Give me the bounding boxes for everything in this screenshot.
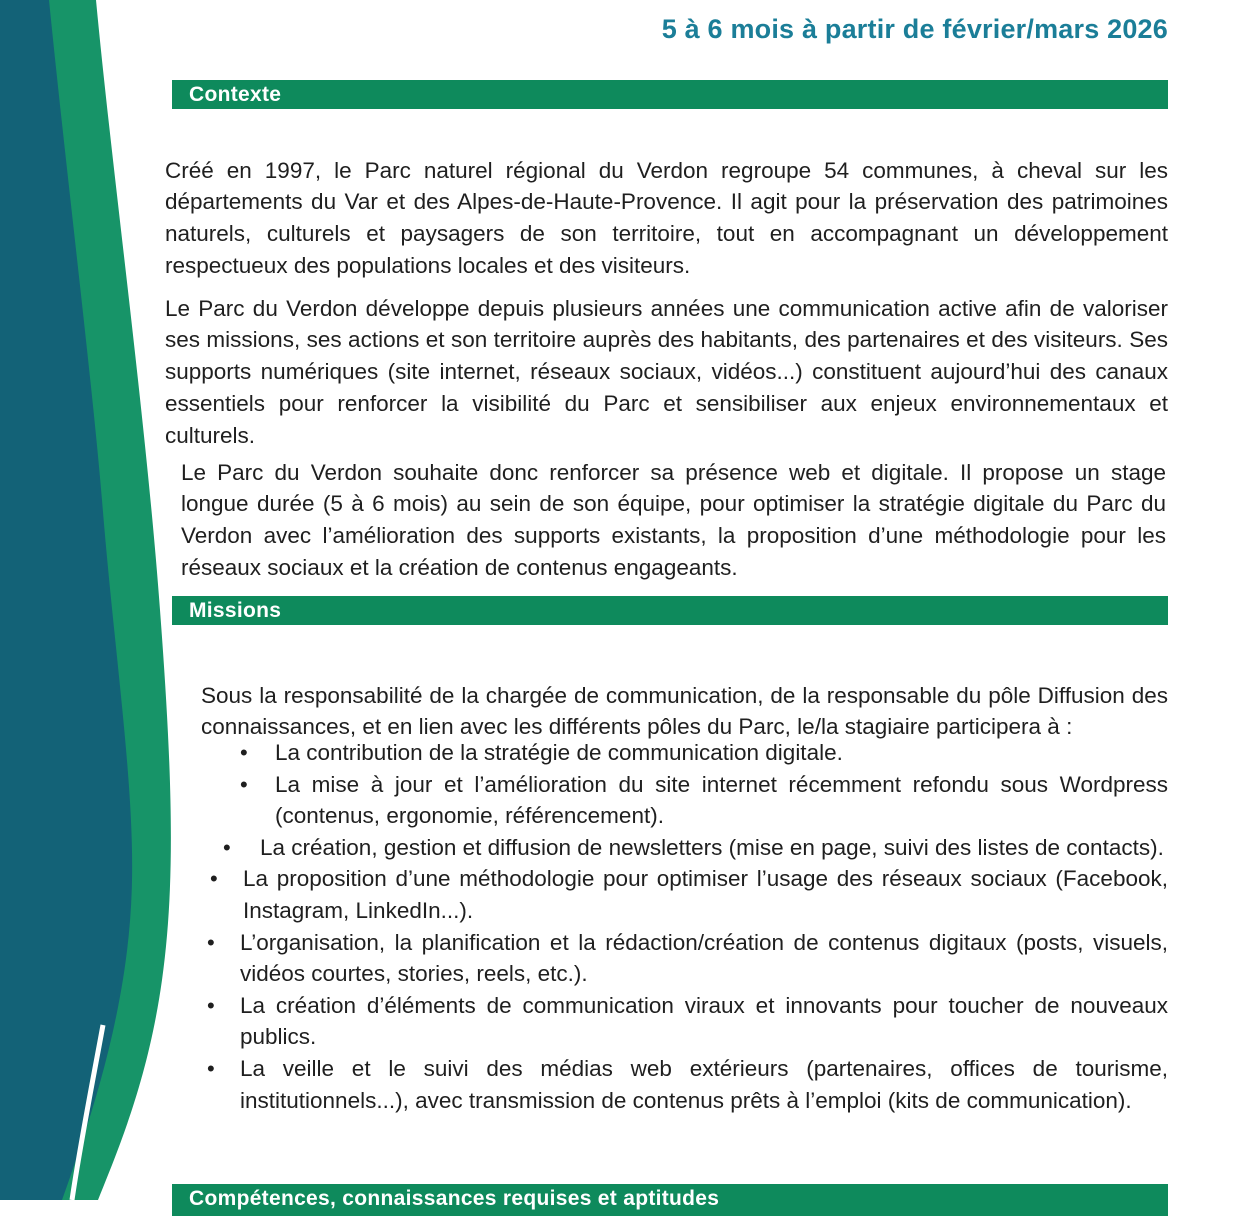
mission-item	[165, 737, 1168, 769]
mission-item-text: La contribution de la stratégie de communication digitale.	[275, 740, 843, 765]
mission-item-text: La création, gestion et diffusion de newsletters (mise en page, suivi des listes de contacts).	[260, 834, 1164, 860]
mission-item	[165, 769, 1168, 832]
mission-item-text: La création d’éléments de communication viraux et innovants pour toucher de nouveaux publics.	[240, 992, 1168, 1050]
missions-intro: Sous la responsabilité de la chargée de communication, de la responsable du pôle Diffusion des connaissances, et en lien avec les différents pôles du Parc, le/la stagiaire participera à :	[201, 682, 1168, 740]
mission-item-text: La veille et le suivi des médias web extérieurs (partenaires, offices de tourisme, institutionnels...), avec transmission de contenus prêts à l’emploi (kits de communication).	[240, 1055, 1168, 1113]
bullet-icon: •	[207, 992, 215, 1018]
duration-heading: 5 à 6 mois à partir de février/mars 2026	[661, 14, 1168, 44]
mission-item-text: La proposition d’une méthodologie pour optimiser l’usage des réseaux sociaux (Facebook, Instagram, LinkedIn...).	[243, 866, 1168, 923]
section-header-competences: Compétences, connaissances requises et aptitudes	[172, 1184, 1168, 1216]
mission-list	[165, 737, 1168, 1116]
mission-item-text: L’organisation, la planification et la rédaction/création de contenus digitaux (posts, visuels, vidéos courtes, stories, reels, etc.).	[240, 929, 1168, 987]
bullet-icon: •	[240, 740, 248, 765]
mission-item-text: La mise à jour et l’amélioration du site internet récemment refondu sous Wordpress (contenus, ergonomie, référencement).	[275, 771, 1168, 829]
bullet-icon: •	[240, 771, 248, 797]
mission-item	[165, 832, 1168, 864]
section-header-contexte: Contexte	[172, 80, 1168, 109]
contexte-paragraph-1: Créé en 1997, le Parc naturel régional du Verdon regroupe 54 communes, à cheval sur les départements du Var et des Alpes-de-Haute-Provence. Il agit pour la préservation des patrimoines naturels, culturels et paysagers de son territoire, tout en accompagnant un développement respectueux des populations locales et des visiteurs.	[165, 157, 1168, 278]
contexte-paragraph-2: Le Parc du Verdon développe depuis plusieurs années une communication active afin de valoriser ses missions, ses actions et son territoire auprès des habitants, des partenaires et des visiteurs. Ses supports numériques (site internet, réseaux sociaux, vidéos...) constituent aujourd’hui des canaux essentiels pour renforcer la visibilité du Parc et sensibiliser aux enjeux environnementaux et culturels.	[165, 295, 1168, 448]
bullet-icon: •	[210, 866, 218, 892]
section-header-missions: Missions	[172, 596, 1168, 625]
contexte-paragraph-3: Le Parc du Verdon souhaite donc renforcer sa présence web et digitale. Il propose un stage longue durée (5 à 6 mois) au sein de son équipe, pour optimiser la stratégie digitale du Parc du Verdon avec l’amélioration des supports existants, la proposition d’une méthodologie pour les réseaux sociaux et la création de contenus engageants.	[181, 459, 1166, 580]
bullet-icon: •	[207, 929, 215, 955]
bullet-icon: •	[223, 834, 231, 860]
mission-item	[165, 927, 1168, 990]
mission-item	[165, 990, 1168, 1053]
mission-item	[165, 1053, 1168, 1116]
mission-item	[165, 863, 1168, 926]
bullet-icon: •	[207, 1055, 215, 1081]
